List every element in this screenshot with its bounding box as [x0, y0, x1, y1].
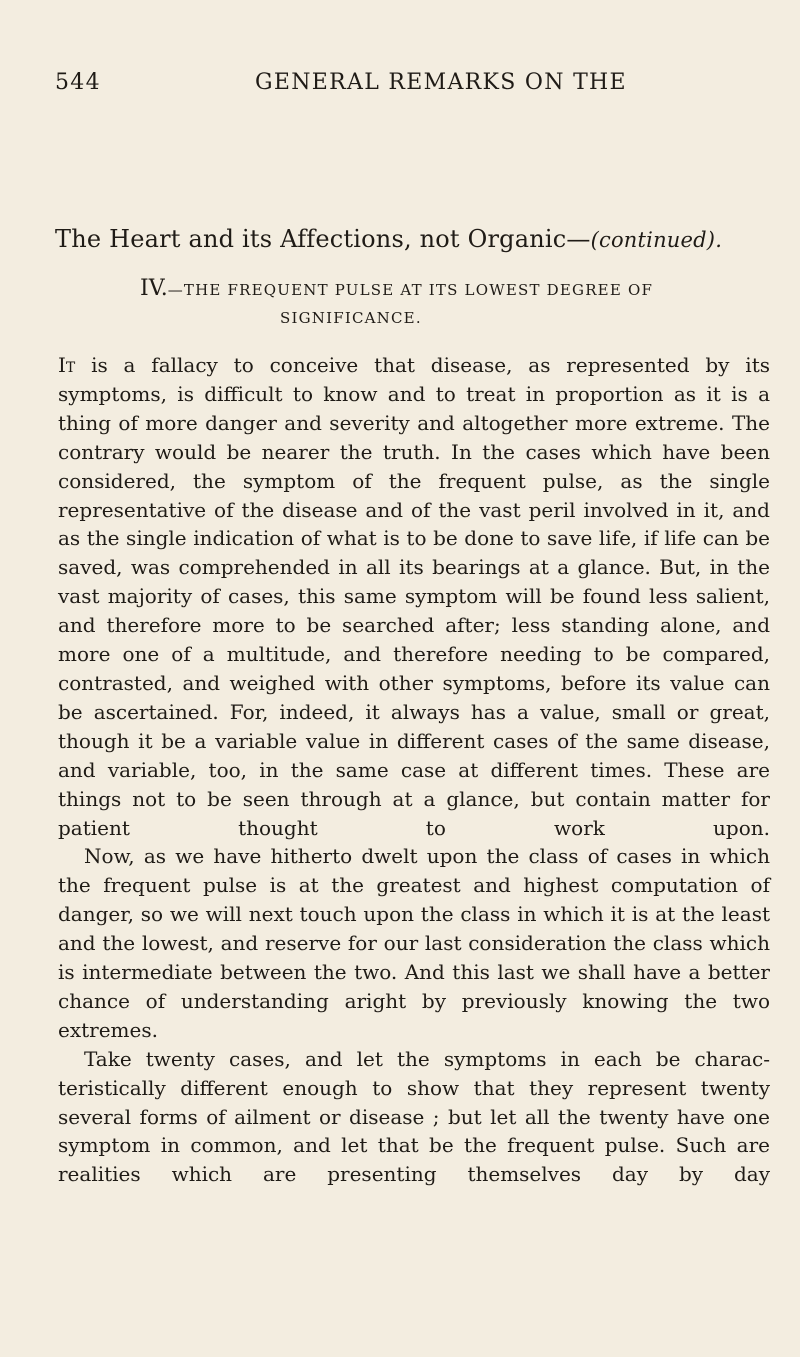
subheading-line-2: SIGNIFICANCE.: [280, 309, 422, 327]
body-text: [58, 351, 770, 1189]
subheading: [140, 275, 790, 332]
page-number: 544: [55, 70, 101, 95]
paragraph-1-text: is a fallacy to conceive that disease, as represented by its symptoms, is difficult to know and to treat in proportion as it is a thing of more danger and severity and altogether more extreme. The contrary would be nearer the truth. In the cases which have been considered, the symptom of the frequent pulse, as the single representative of the disease and of the vast peril involved in it, and as the single indication of what is to be done to save life, if life can be saved, was comprehended in all its bearings at a glance. But, in the vast majority of cases, this same symptom will be found less salient, and therefore more to be searched after; less standing alone, and more one of a multitude, and therefore needing to be compared, contrasted, and weighed with other symptoms, before its value can be ascertained. For, indeed, it always has a value, small or great, though it be a variable value in different cases of the same disease, and variable, too, in the same case at different times. These are things not to be seen through at a glance, but contain matter for patient thought to work upon.: [58, 353, 770, 840]
paragraph-2: Now, as we have hitherto dwelt upon the class of cases in which the frequent pulse is at the greatest and highest computation of danger, so we will next touch upon the class in which it is at the least and the lowest, and reserve for our last consideration the class which is intermediate between the two. And this last we shall have a better chance of understanding aright by previously knowing the two extremes.: [58, 844, 770, 1042]
running-title: GENERAL REMARKS ON THE: [255, 70, 627, 95]
section-title-continued: (continued).: [590, 228, 723, 252]
paragraph-lead-word: It: [58, 353, 76, 377]
section-title: [55, 222, 770, 257]
paragraph-1: [58, 351, 770, 842]
paragraph-3: Take twenty cases, and let the symptoms in each be characteristically different enough to show that they represent twenty several forms of ailment or disease ; but let all the twenty have one symptom in common, and let that be the frequent pulse. Such are realities which are presenting themselves day by day: [58, 1046, 770, 1187]
subheading-numeral: IV.: [140, 276, 168, 301]
section-title-main: The Heart and its Affections, not Organic—: [55, 225, 591, 253]
subheading-line-1: —THE FREQUENT PULSE AT ITS LOWEST DEGREE OF: [167, 281, 654, 299]
running-head: [55, 70, 760, 104]
